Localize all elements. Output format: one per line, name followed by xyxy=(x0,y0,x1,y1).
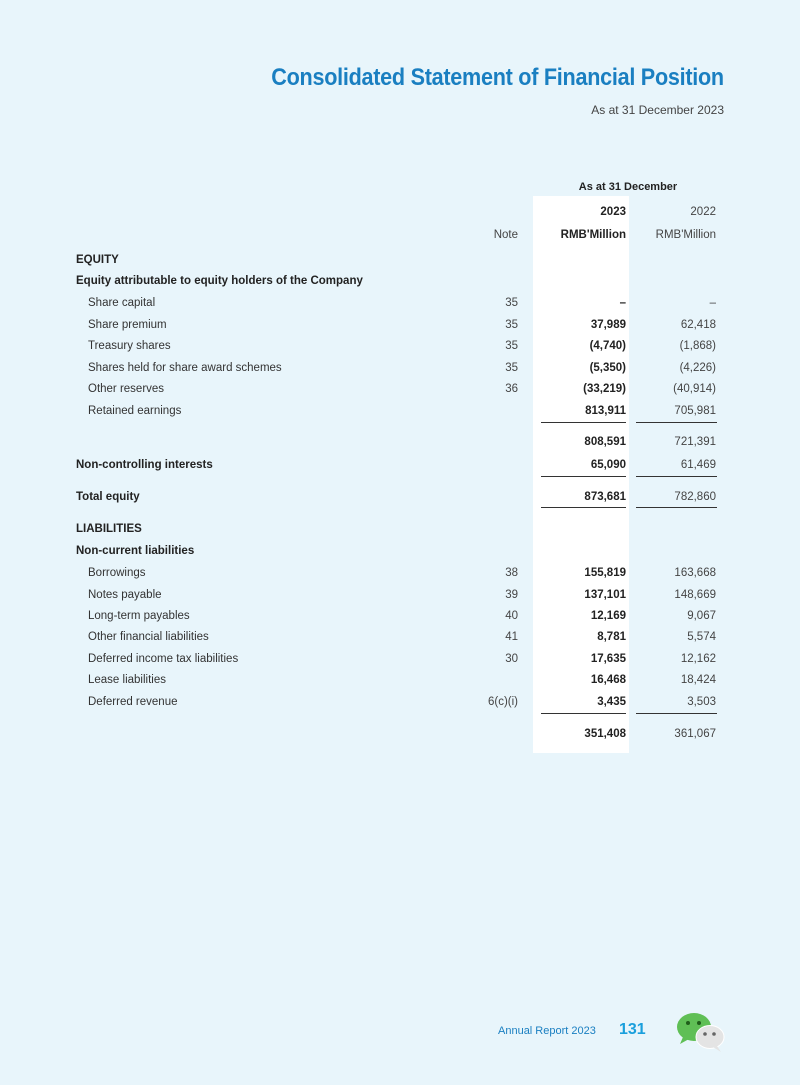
row-label: Deferred revenue xyxy=(88,696,178,708)
table-row xyxy=(0,316,800,334)
row-value-2023: 16,468 xyxy=(590,674,626,686)
row-note: 35 xyxy=(505,362,518,374)
year-header-row xyxy=(0,203,800,221)
row-value-2022: 5,574 xyxy=(687,631,716,643)
report-name: Annual Report 2023 xyxy=(498,1025,596,1037)
table-row-total xyxy=(0,488,800,506)
row-note: 6(c)(i) xyxy=(487,696,518,708)
row-label: Borrowings xyxy=(88,567,146,579)
subtotal-rule xyxy=(636,422,717,423)
subtotal-rule xyxy=(541,713,626,714)
row-value-2022: 61,469 xyxy=(680,459,716,471)
chat-bubbles-logo-icon xyxy=(674,1008,726,1054)
row-value-2022: (40,914) xyxy=(673,383,716,395)
row-value-2023: 8,781 xyxy=(597,631,626,643)
page-title: Consolidated Statement of Financial Position xyxy=(271,64,724,91)
row-note: 41 xyxy=(505,631,518,643)
table-row xyxy=(0,586,800,604)
table-row xyxy=(0,520,800,538)
table-row xyxy=(0,650,800,668)
row-label: Lease liabilities xyxy=(88,674,166,686)
row-value-2023: (5,350) xyxy=(589,362,626,374)
row-label: Shares held for share award schemes xyxy=(88,362,282,374)
row-label: Long-term payables xyxy=(88,610,190,622)
subtotal-rule xyxy=(541,476,626,477)
unit-header-row xyxy=(0,226,800,244)
table-row-subtotal xyxy=(0,725,800,743)
row-label: Non-controlling interests xyxy=(76,459,213,471)
table-row xyxy=(0,607,800,625)
row-value-2022: (1,868) xyxy=(679,340,716,352)
row-label: Share capital xyxy=(88,297,156,309)
row-note: 35 xyxy=(505,297,518,309)
row-label: Non-current liabilities xyxy=(76,545,195,557)
row-label: Share premium xyxy=(88,319,167,331)
row-label: Retained earnings xyxy=(88,405,182,417)
row-label: Treasury shares xyxy=(88,340,171,352)
row-value-2022: 62,418 xyxy=(680,319,716,331)
total-rule xyxy=(541,507,626,508)
row-value-2022: 361,067 xyxy=(674,728,716,740)
page-subtitle: As at 31 December 2023 xyxy=(591,103,724,117)
row-label: LIABILITIES xyxy=(76,523,142,535)
row-value-2022: 705,981 xyxy=(674,405,716,417)
page-number: 131 xyxy=(619,1021,646,1038)
row-value-2023: 137,101 xyxy=(584,589,626,601)
table-row xyxy=(0,402,800,420)
table-row xyxy=(0,294,800,312)
row-value-2023: (33,219) xyxy=(583,383,626,395)
note-header: Note xyxy=(493,229,518,241)
row-label: Other financial liabilities xyxy=(88,631,209,643)
row-note: 35 xyxy=(505,319,518,331)
row-value-2023: 17,635 xyxy=(590,653,626,665)
subtotal-rule xyxy=(636,713,717,714)
row-label: EQUITY xyxy=(76,254,119,266)
table-row xyxy=(0,671,800,689)
row-label: Equity attributable to equity holders of the Company xyxy=(76,275,363,287)
table-row xyxy=(0,693,800,711)
row-value-2022: – xyxy=(709,297,716,309)
table-row xyxy=(0,359,800,377)
row-value-2023: 65,090 xyxy=(590,459,626,471)
row-note: 40 xyxy=(505,610,518,622)
row-value-2023: 351,408 xyxy=(584,728,626,740)
row-label: Deferred income tax liabilities xyxy=(88,653,239,665)
row-value-2022: 9,067 xyxy=(687,610,716,622)
row-value-2023: 3,435 xyxy=(597,696,626,708)
row-value-2022: 12,162 xyxy=(680,653,716,665)
table-row xyxy=(0,337,800,355)
row-value-2022: 782,860 xyxy=(674,491,716,503)
table-row-subtotal xyxy=(0,433,800,451)
row-value-2022: 163,668 xyxy=(674,567,716,579)
table-row xyxy=(0,628,800,646)
unit-current-header: RMB'Million xyxy=(560,229,626,241)
row-note: 39 xyxy=(505,589,518,601)
table-row xyxy=(0,456,800,474)
row-value-2023: 155,819 xyxy=(584,567,626,579)
row-label: Total equity xyxy=(76,491,140,503)
row-note: 38 xyxy=(505,567,518,579)
subtotal-rule xyxy=(541,422,626,423)
row-note: 35 xyxy=(505,340,518,352)
row-label: Notes payable xyxy=(88,589,162,601)
subtotal-rule xyxy=(636,476,717,477)
year-prior-header: 2022 xyxy=(690,206,716,218)
row-note: 30 xyxy=(505,653,518,665)
row-value-2022: 3,503 xyxy=(687,696,716,708)
row-value-2023: 12,169 xyxy=(590,610,626,622)
date-group-header: As at 31 December xyxy=(578,181,678,193)
table-row xyxy=(0,564,800,582)
row-value-2023: – xyxy=(619,297,626,309)
unit-prior-header: RMB'Million xyxy=(655,229,716,241)
table-row xyxy=(0,542,800,560)
table-row xyxy=(0,251,800,269)
year-current-header: 2023 xyxy=(600,206,626,218)
row-value-2023: (4,740) xyxy=(589,340,626,352)
total-rule xyxy=(636,507,717,508)
row-value-2023: 37,989 xyxy=(590,319,626,331)
row-note: 36 xyxy=(505,383,518,395)
row-value-2022: (4,226) xyxy=(679,362,716,374)
row-value-2023: 813,911 xyxy=(585,405,626,417)
row-label: Other reserves xyxy=(88,383,165,395)
row-value-2022: 721,391 xyxy=(674,436,716,448)
row-value-2022: 18,424 xyxy=(680,674,716,686)
row-value-2023: 808,591 xyxy=(584,436,626,448)
table-row xyxy=(0,272,800,290)
row-value-2023: 873,681 xyxy=(584,491,626,503)
row-value-2022: 148,669 xyxy=(674,589,716,601)
table-row xyxy=(0,380,800,398)
